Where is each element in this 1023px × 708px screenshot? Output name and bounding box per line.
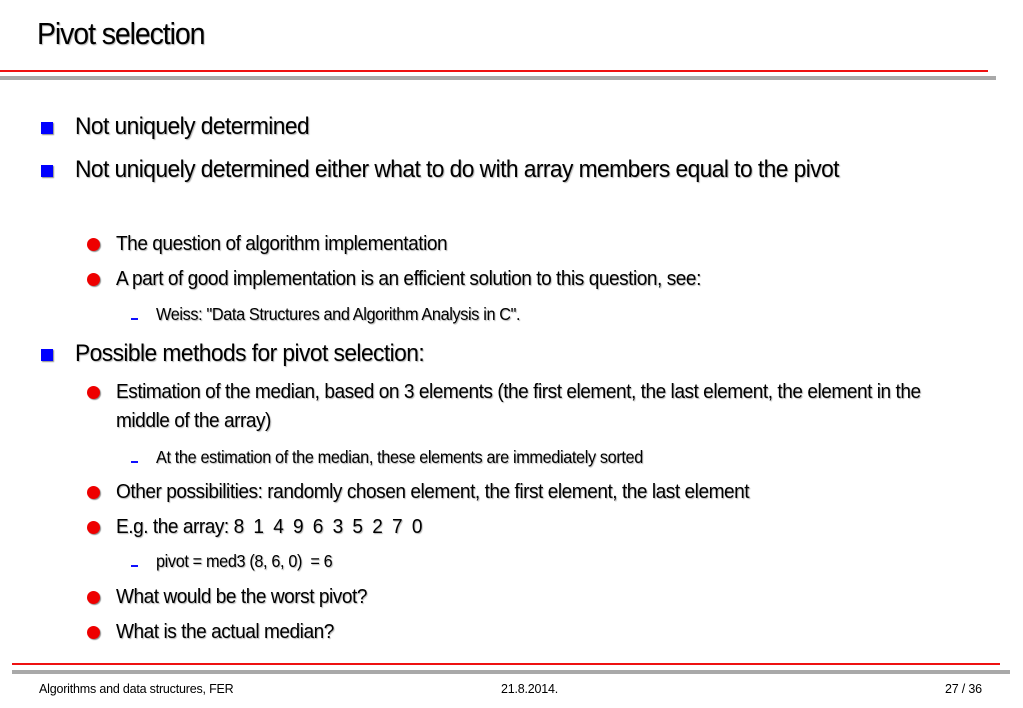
bullet-item: What would be the worst pivot? <box>116 585 367 608</box>
round-bullet-icon <box>87 238 100 251</box>
dash-bullet-icon <box>131 318 138 320</box>
bottom-gray-rule <box>12 670 1010 674</box>
footer-date: 21.8.2014. <box>501 682 559 696</box>
top-red-rule <box>0 70 988 72</box>
footer-page-number: 27 / 36 <box>945 682 982 696</box>
bullet-item: Possible methods for pivot selection: <box>75 340 425 367</box>
bullet-item: At the estimation of the median, these elements are immediately sorted <box>156 447 643 467</box>
round-bullet-icon <box>87 626 100 639</box>
bullet-item: pivot = med3 (8, 6, 0) = 6 <box>156 551 333 571</box>
round-bullet-icon <box>87 486 100 499</box>
round-bullet-icon <box>87 273 100 286</box>
bullet-item: Weiss: "Data Structures and Algorithm Analysis in C". <box>156 304 521 324</box>
bullet-item: Estimation of the median, based on 3 elements (the first element, the last element, the element in the middle of the array) <box>116 380 921 432</box>
slide-title: Pivot selection <box>37 16 205 51</box>
bullet-item: E.g. the array: 8 1 4 9 6 3 5 2 7 0 <box>116 515 422 538</box>
square-bullet-icon <box>41 165 53 177</box>
round-bullet-icon <box>87 386 100 399</box>
round-bullet-icon <box>87 591 100 604</box>
dash-bullet-icon <box>131 461 138 463</box>
dash-bullet-icon <box>131 565 138 567</box>
bullet-item: The question of algorithm implementation <box>116 232 448 255</box>
round-bullet-icon <box>87 521 100 534</box>
footer-course: Algorithms and data structures, FER <box>39 682 234 696</box>
bullet-item: A part of good implementation is an efficient solution to this question, see: <box>116 267 701 290</box>
bullet-item: What is the actual median? <box>116 620 334 643</box>
bullet-item: Not uniquely determined either what to do with array members equal to the pivot <box>75 156 839 183</box>
bullet-item: Not uniquely determined <box>75 113 310 140</box>
bullet-item: Other possibilities: randomly chosen element, the first element, the last element <box>116 480 750 503</box>
square-bullet-icon <box>41 349 53 361</box>
square-bullet-icon <box>41 122 53 134</box>
bottom-red-rule <box>12 663 1000 665</box>
top-gray-rule <box>0 76 996 80</box>
